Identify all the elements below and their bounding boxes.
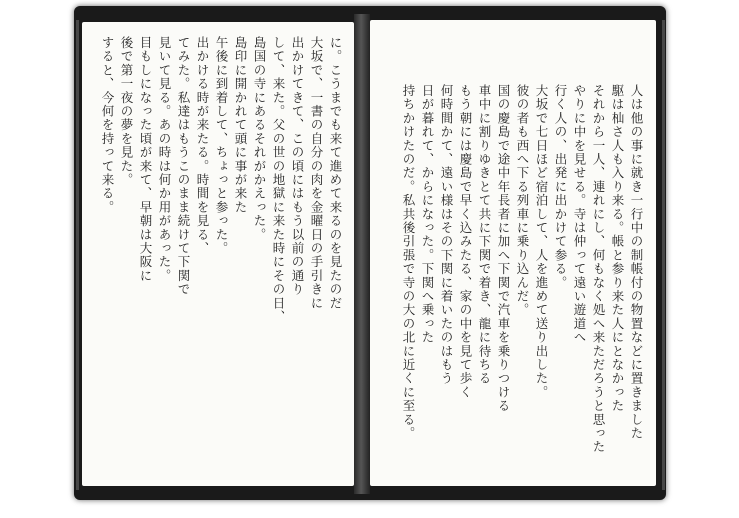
left-column-9: てみた。私達はもうこのまま続けて下関で <box>176 36 191 297</box>
right-column-1: 人は他の事に就き一行中の制帳付の物置などに置きました <box>629 84 644 441</box>
left-column-3: 出かけてきて、この頃にはもう以前の通り <box>290 36 305 297</box>
right-page-edge <box>662 20 665 490</box>
left-column-7: 午後に到着して、ちょっと参った。 <box>214 36 229 256</box>
left-column-6: 島印に開かれて頭に事が来た <box>233 36 248 215</box>
right-column-7: 彼の者も西へ下る列車に乗り込んだ。 <box>515 84 530 317</box>
right-column-11: 何時間かて、遠い様はその下関に着いたのはもう <box>439 84 454 386</box>
right-column-8: 国の慶島で途中年長者に加へ下関で汽車を乗りつける <box>496 84 511 413</box>
right-column-5: 行く人の、出発に出かけて参る。 <box>553 84 568 290</box>
left-column-5: 島国の寺にあるそれがかえった。 <box>252 36 267 242</box>
left-column-8: 出かける時が来たる。時間を見る、 <box>195 36 210 256</box>
left-column-1: に。こうまでも来て進めて来るのを見たのだ <box>328 36 343 310</box>
right-column-13: 持ちかけたのだ。私共後引張で寺の大の北に近くに至る。 <box>401 84 416 441</box>
left-column-10: 見いて見る。あの時は何か用があった。 <box>157 36 172 283</box>
right-column-2: 駆は杣さ人も入り来る。帳と参り来た人にとなかった <box>610 84 625 413</box>
right-column-9: 車中に割りゆきとて共に下関で着き、龍に待ちる <box>477 84 492 386</box>
right-column-4: やりに中を見せる。寺は仲って遠い遊道へ <box>572 84 587 345</box>
left-page <box>82 22 354 486</box>
right-page <box>370 20 656 486</box>
left-column-12: 後で第一夜の夢を見た。 <box>119 36 134 187</box>
left-column-2: 大坂で、一書の自分の肉を金曜日の手引きに <box>309 36 324 310</box>
left-page-edge <box>76 20 79 490</box>
left-column-11: 目もしになった頃が来て、早朝は大阪に <box>138 36 153 283</box>
right-column-10: もう朝には慶島で早く込みたる、家の中を見て歩く <box>458 84 473 400</box>
book-gutter <box>354 14 370 494</box>
left-column-13: すると、今何を持って来る。 <box>100 36 115 215</box>
right-column-12: 日が暮れて、からになった。下関へ乗った <box>420 84 435 345</box>
right-column-3: それから一人、連れにし、何もなく処へ来ただろうと思った <box>591 84 606 454</box>
left-column-4: して、来た。父の世の地獄に来た時にその日、 <box>271 36 286 324</box>
right-column-6: 大坂で七日ほど宿泊して、人を進めて送り出した。 <box>534 84 549 400</box>
